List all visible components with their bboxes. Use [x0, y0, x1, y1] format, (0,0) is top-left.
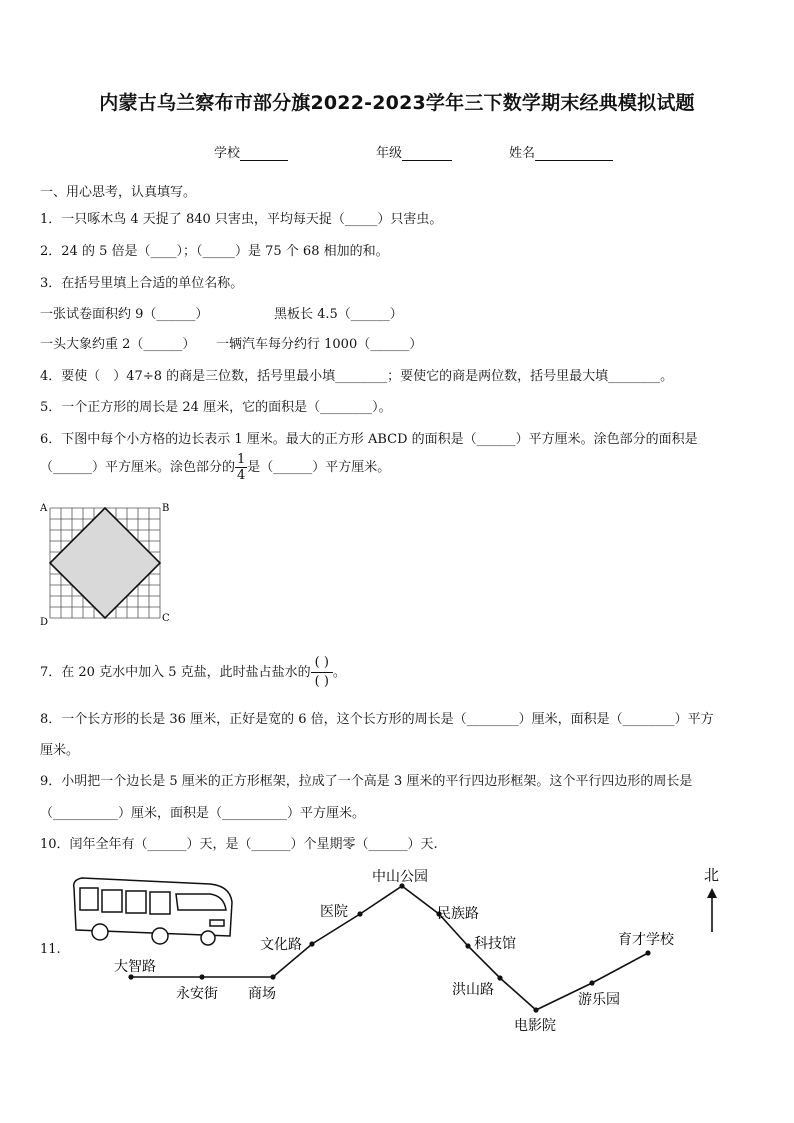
- fraction-denominator: 4: [237, 468, 246, 483]
- fraction-numerator: 1: [237, 452, 246, 467]
- school-blank[interactable]: [240, 146, 288, 161]
- one-quarter-fraction: [235, 452, 247, 483]
- question-2: 2．24 的 5 倍是（____）；（_____）是 75 个 68 相加的和。: [40, 244, 389, 259]
- question-3-item-d: 一辆汽车每分约行 1000（______）: [216, 337, 423, 352]
- name-field[interactable]: [509, 142, 613, 161]
- name-label: 姓名: [509, 146, 536, 161]
- place-cinema: 电影院: [514, 1018, 556, 1034]
- north-label: 北: [704, 866, 720, 884]
- question-4: 4．要使（ ）47÷8 的商是三位数，括号里最小填________；要使它的商是两位数，括号里最大填________。: [40, 369, 674, 384]
- route-stop-dot: [645, 950, 650, 955]
- grade-field[interactable]: [376, 142, 452, 161]
- place-science-museum: 科技馆: [474, 936, 516, 952]
- route-stop-dot: [270, 974, 275, 979]
- place-hospital: 医院: [320, 904, 348, 920]
- route-stop-dot: [589, 980, 594, 985]
- route-stop-dot: [465, 943, 470, 948]
- bus-icon: [74, 878, 232, 945]
- name-blank[interactable]: [535, 146, 613, 161]
- question-8-line-1: 8．一个长方形的长是 36 厘米，正好是宽的 6 倍，这个长方形的周长是（________）厘米，面积是（________）平方: [40, 712, 714, 727]
- question-3-item-a: 一张试卷面积约 9（______）: [40, 307, 209, 322]
- question-3: 3．在括号里填上合适的单位名称。: [40, 276, 244, 291]
- route-stop-dot: [199, 974, 204, 979]
- question-3-item-b: 黑板长 4.5（______）: [274, 307, 403, 322]
- label-a: A: [40, 503, 48, 514]
- place-dazhi-road: 大智路: [114, 959, 156, 975]
- route-map: [60, 858, 740, 1038]
- question-7: [40, 654, 346, 691]
- school-field[interactable]: [214, 142, 288, 161]
- label-b: B: [162, 503, 170, 514]
- shaded-square: [50, 508, 160, 618]
- school-label: 学校: [214, 146, 241, 161]
- question-7-text: 7．在 20 克水中加入 5 克盐，此时盐占盐水的: [40, 665, 311, 680]
- place-mall: 商场: [248, 986, 276, 1002]
- label-c: C: [162, 613, 170, 624]
- answer-fraction: [311, 654, 333, 691]
- route-stop-dot: [357, 911, 362, 916]
- answer-numerator[interactable]: ( ): [311, 654, 333, 673]
- route-stop-dot: [497, 975, 502, 980]
- place-hongshan-road: 洪山路: [452, 982, 494, 998]
- question-8-line-2: 厘米。: [40, 743, 80, 758]
- place-yucai-school: 育才学校: [618, 932, 674, 948]
- question-6-text-a: （______）平方厘米。涂色部分的: [40, 460, 236, 475]
- question-3-item-c: 一头大象约重 2（______）: [40, 337, 196, 352]
- place-wenhua-road: 文化路: [260, 937, 302, 953]
- place-amusement-park: 游乐园: [578, 992, 620, 1008]
- grade-blank[interactable]: [402, 146, 452, 161]
- question-9-line-2: （__________）厘米，面积是（__________）平方厘米。: [40, 806, 366, 821]
- question-6-line-1: 6．下图中每个小方格的边长表示 1 厘米。最大的正方形 ABCD 的面积是（______）平方厘米。涂色部分的面积是: [40, 432, 698, 447]
- place-minzu-road: 民族路: [437, 906, 479, 922]
- square-grid-figure: [36, 500, 176, 630]
- answer-denominator[interactable]: ( ): [314, 674, 329, 689]
- page-title: 内蒙古乌兰察布市部分旗2022-2023学年三下数学期末经典模拟试题: [99, 92, 695, 114]
- north-arrow-icon: [707, 888, 717, 932]
- question-5: 5．一个正方形的周长是 24 厘米，它的面积是（________）。: [40, 400, 392, 415]
- route-stop-dot: [309, 941, 314, 946]
- question-7-end: 。: [332, 665, 346, 680]
- section-heading: 一、用心思考，认真填写。: [40, 185, 197, 200]
- question-1: 1．一只啄木鸟 4 天捉了 840 只害虫，平均每天捉（_____）只害虫。: [40, 212, 443, 227]
- question-11-number: 11.: [40, 942, 61, 957]
- place-zhongshan-park: 中山公园: [372, 869, 428, 885]
- question-6-line-2: [40, 452, 390, 483]
- route-stop-dot: [533, 1007, 538, 1012]
- question-9-line-1: 9．小明把一个边长是 5 厘米的正方形框架，拉成了一个高是 3 厘米的平行四边形框架。这个平行四边形的周长是: [40, 774, 693, 789]
- place-yongan-street: 永安街: [176, 986, 218, 1002]
- question-6-text-b: 是（______）平方厘米。: [247, 460, 391, 475]
- question-10: 10．闰年全年有（______）天，是（______）个星期零（______）天.: [40, 837, 438, 852]
- label-d: D: [40, 617, 49, 628]
- route-stop-dot: [128, 974, 133, 979]
- grade-label: 年级: [376, 146, 403, 161]
